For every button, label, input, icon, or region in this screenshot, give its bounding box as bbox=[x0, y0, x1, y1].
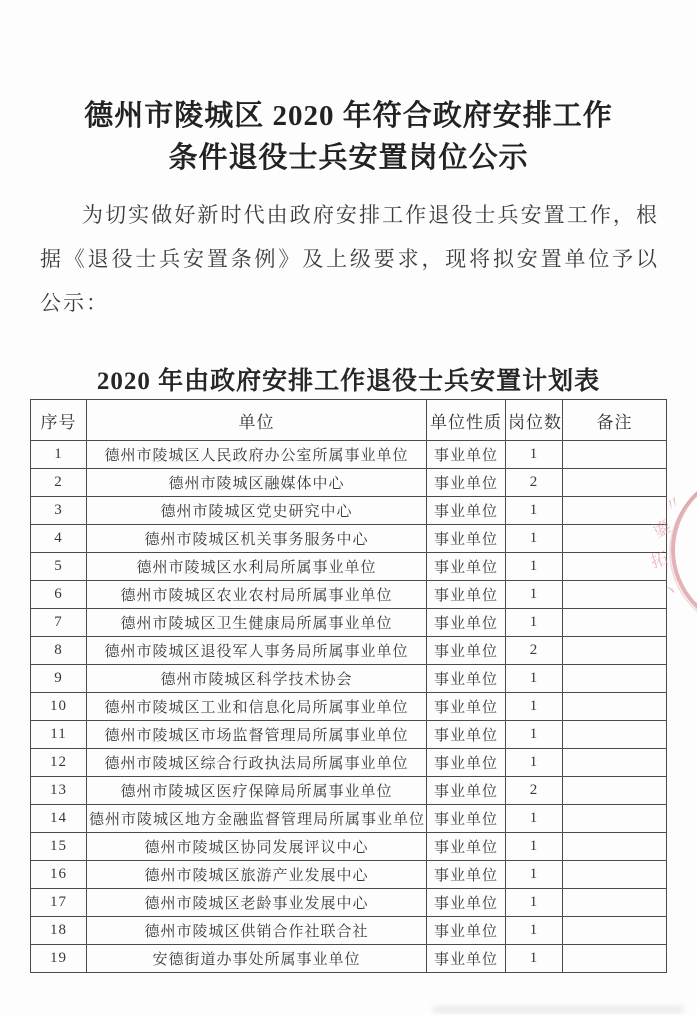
cell-unit: 德州市陵城区医疗保障局所属事业单位 bbox=[87, 777, 427, 805]
cell-count: 1 bbox=[506, 889, 563, 917]
cell-unit: 德州市陵城区综合行政执法局所属事业单位 bbox=[87, 749, 427, 777]
cell-unit: 德州市陵城区市场监督管理局所属事业单位 bbox=[87, 721, 427, 749]
cell-no: 7 bbox=[31, 609, 87, 637]
cell-no: 5 bbox=[31, 553, 87, 581]
cell-no: 9 bbox=[31, 665, 87, 693]
cell-nature: 事业单位 bbox=[427, 721, 506, 749]
cell-no: 11 bbox=[31, 721, 87, 749]
cell-count: 1 bbox=[506, 861, 563, 889]
cell-note bbox=[563, 497, 667, 525]
cell-count: 1 bbox=[506, 721, 563, 749]
cell-count: 1 bbox=[506, 693, 563, 721]
cell-count: 1 bbox=[506, 609, 563, 637]
cell-note bbox=[563, 693, 667, 721]
cell-unit: 德州市陵城区旅游产业发展中心 bbox=[87, 861, 427, 889]
cell-no: 13 bbox=[31, 777, 87, 805]
table-row bbox=[31, 749, 667, 777]
cell-no: 12 bbox=[31, 749, 87, 777]
cell-nature: 事业单位 bbox=[427, 553, 506, 581]
cell-no: 3 bbox=[31, 497, 87, 525]
header-unit: 单位 bbox=[87, 400, 427, 441]
cell-no: 18 bbox=[31, 917, 87, 945]
cell-count: 1 bbox=[506, 441, 563, 469]
cell-unit: 德州市陵城区人民政府办公室所属事业单位 bbox=[87, 441, 427, 469]
cell-note bbox=[563, 525, 667, 553]
cell-count: 1 bbox=[506, 945, 563, 973]
cell-note bbox=[563, 665, 667, 693]
page-title-line2: 条件退役士兵安置岗位公示 bbox=[168, 142, 529, 174]
cell-note bbox=[563, 749, 667, 777]
placement-table bbox=[30, 399, 667, 973]
cell-unit: 德州市陵城区机关事务服务中心 bbox=[87, 525, 427, 553]
table-row bbox=[31, 833, 667, 861]
table-row bbox=[31, 581, 667, 609]
cell-nature: 事业单位 bbox=[427, 441, 506, 469]
table-row bbox=[31, 889, 667, 917]
cell-unit: 德州市陵城区科学技术协会 bbox=[87, 665, 427, 693]
cell-no: 19 bbox=[31, 945, 87, 973]
cell-no: 4 bbox=[31, 525, 87, 553]
table-row bbox=[31, 637, 667, 665]
cell-unit: 德州市陵城区党史研究中心 bbox=[87, 497, 427, 525]
cell-count: 1 bbox=[506, 553, 563, 581]
cell-no: 14 bbox=[31, 805, 87, 833]
page-title bbox=[0, 0, 697, 179]
cell-note bbox=[563, 553, 667, 581]
cell-nature: 事业单位 bbox=[427, 917, 506, 945]
table-header-row bbox=[31, 400, 667, 441]
cell-note bbox=[563, 609, 667, 637]
cell-no: 8 bbox=[31, 637, 87, 665]
cell-unit: 德州市陵城区地方金融监督管理局所属事业单位 bbox=[87, 805, 427, 833]
cell-note bbox=[563, 833, 667, 861]
table-row bbox=[31, 861, 667, 889]
cell-note bbox=[563, 889, 667, 917]
cell-no: 15 bbox=[31, 833, 87, 861]
cell-note bbox=[563, 861, 667, 889]
intro-paragraph: 为切实做好新时代由政府安排工作退役士兵安置工作，根据《退役士兵安置条例》及上级要求，现将拟安置单位予以公示： bbox=[40, 203, 659, 315]
cell-note bbox=[563, 945, 667, 973]
cell-nature: 事业单位 bbox=[427, 889, 506, 917]
cell-unit: 德州市陵城区农业农村局所属事业单位 bbox=[87, 581, 427, 609]
svg-text:〃: 〃 bbox=[661, 491, 686, 517]
table-row bbox=[31, 609, 667, 637]
cell-unit: 德州市陵城区老龄事业发展中心 bbox=[87, 889, 427, 917]
table-row bbox=[31, 693, 667, 721]
cell-no: 2 bbox=[31, 469, 87, 497]
cell-nature: 事业单位 bbox=[427, 581, 506, 609]
svg-text:丶: 丶 bbox=[660, 580, 681, 602]
table-row bbox=[31, 469, 667, 497]
cell-unit: 德州市陵城区工业和信息化局所属事业单位 bbox=[87, 693, 427, 721]
cell-nature: 事业单位 bbox=[427, 749, 506, 777]
page-title-line1: 德州市陵城区 2020 年符合政府安排工作 bbox=[84, 100, 613, 132]
cell-nature: 事业单位 bbox=[427, 833, 506, 861]
table-row bbox=[31, 805, 667, 833]
cell-count: 1 bbox=[506, 497, 563, 525]
cell-unit: 德州市陵城区退役军人事务局所属事业单位 bbox=[87, 637, 427, 665]
scan-shadow bbox=[433, 1007, 683, 1012]
cell-note bbox=[563, 721, 667, 749]
table-row bbox=[31, 441, 667, 469]
cell-count: 2 bbox=[506, 469, 563, 497]
header-count: 岗位数 bbox=[506, 400, 563, 441]
cell-nature: 事业单位 bbox=[427, 693, 506, 721]
cell-count: 1 bbox=[506, 805, 563, 833]
cell-count: 1 bbox=[506, 525, 563, 553]
cell-note bbox=[563, 917, 667, 945]
table-row bbox=[31, 777, 667, 805]
cell-nature: 事业单位 bbox=[427, 777, 506, 805]
cell-unit: 德州市陵城区卫生健康局所属事业单位 bbox=[87, 609, 427, 637]
cell-nature: 事业单位 bbox=[427, 665, 506, 693]
cell-count: 2 bbox=[506, 777, 563, 805]
table-row bbox=[31, 945, 667, 973]
cell-nature: 事业单位 bbox=[427, 637, 506, 665]
cell-count: 2 bbox=[506, 637, 563, 665]
cell-nature: 事业单位 bbox=[427, 609, 506, 637]
table-row bbox=[31, 665, 667, 693]
table-title: 2020 年由政府安排工作退役士兵安置计划表 bbox=[96, 368, 601, 395]
cell-no: 1 bbox=[31, 441, 87, 469]
cell-note bbox=[563, 805, 667, 833]
table-row bbox=[31, 553, 667, 581]
cell-note bbox=[563, 469, 667, 497]
cell-no: 16 bbox=[31, 861, 87, 889]
table-row bbox=[31, 525, 667, 553]
cell-note bbox=[563, 441, 667, 469]
cell-count: 1 bbox=[506, 749, 563, 777]
cell-no: 17 bbox=[31, 889, 87, 917]
cell-count: 1 bbox=[506, 833, 563, 861]
header-nature: 单位性质 bbox=[427, 400, 506, 441]
cell-nature: 事业单位 bbox=[427, 945, 506, 973]
cell-note bbox=[563, 777, 667, 805]
cell-nature: 事业单位 bbox=[427, 805, 506, 833]
svg-text:拓: 拓 bbox=[648, 548, 671, 572]
header-no: 序号 bbox=[31, 400, 87, 441]
cell-no: 10 bbox=[31, 693, 87, 721]
table-row bbox=[31, 917, 667, 945]
cell-count: 1 bbox=[506, 917, 563, 945]
cell-nature: 事业单位 bbox=[427, 861, 506, 889]
cell-unit: 德州市陵城区协同发展评议中心 bbox=[87, 833, 427, 861]
cell-no: 6 bbox=[31, 581, 87, 609]
cell-count: 1 bbox=[506, 581, 563, 609]
header-note: 备注 bbox=[563, 400, 667, 441]
table-row bbox=[31, 497, 667, 525]
cell-unit: 德州市陵城区供销合作社联合社 bbox=[87, 917, 427, 945]
cell-nature: 事业单位 bbox=[427, 469, 506, 497]
cell-note bbox=[563, 581, 667, 609]
cell-unit: 安德街道办事处所属事业单位 bbox=[87, 945, 427, 973]
cell-count: 1 bbox=[506, 665, 563, 693]
cell-nature: 事业单位 bbox=[427, 525, 506, 553]
cell-note bbox=[563, 637, 667, 665]
cell-unit: 德州市陵城区融媒体中心 bbox=[87, 469, 427, 497]
cell-unit: 德州市陵城区水利局所属事业单位 bbox=[87, 553, 427, 581]
cell-nature: 事业单位 bbox=[427, 497, 506, 525]
table-row bbox=[31, 721, 667, 749]
svg-text:鎏: 鎏 bbox=[649, 516, 674, 542]
